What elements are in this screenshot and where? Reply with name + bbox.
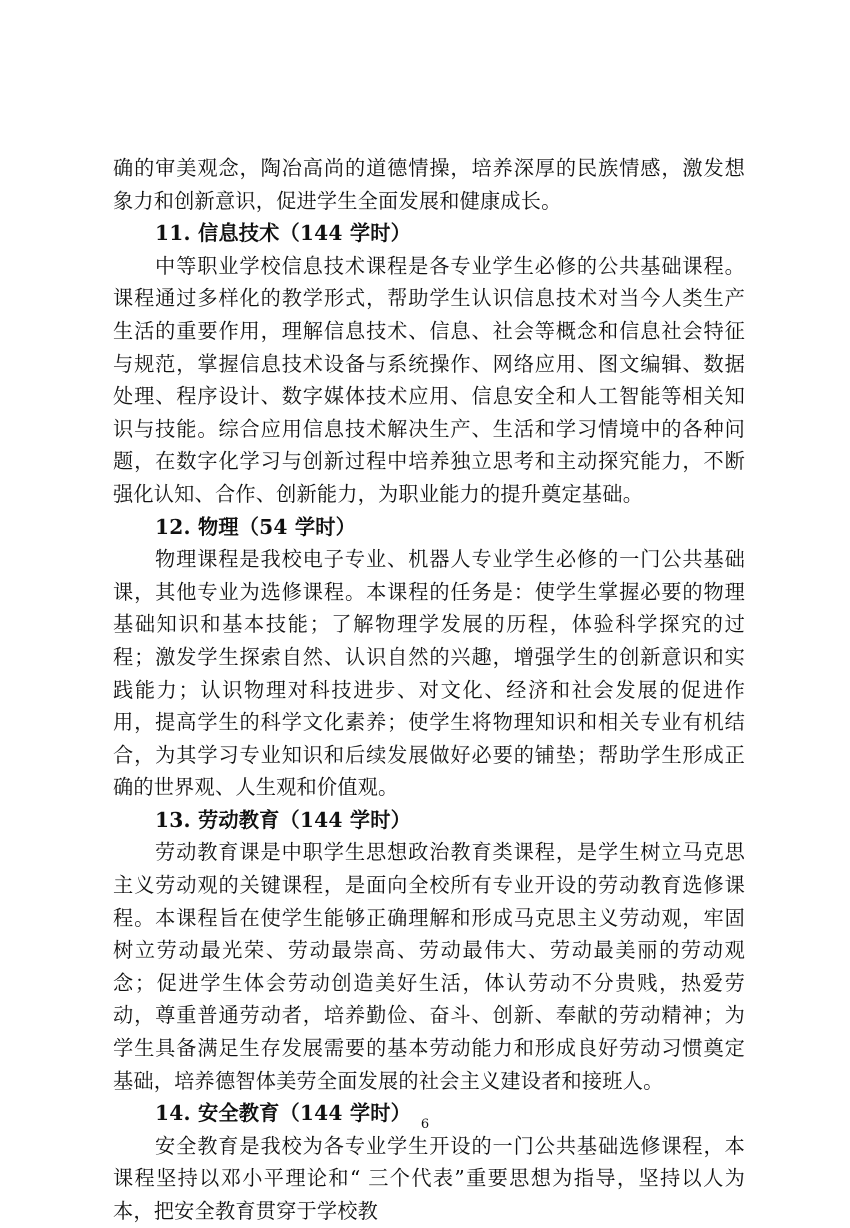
section-heading-labor-education: 13. 劳动教育（144 学时）	[155, 807, 412, 832]
section-heading-physics: 12. 物理（54 学时）	[155, 514, 356, 539]
paragraph-safety-education: 安全教育是我校为各专业学生开设的一门公共基础选修课程，本课程坚持以邓小平理论和“ 三个代表”重要思想为指导，坚持以人为本，把安全教育贯穿于学校教	[113, 1133, 745, 1223]
section-heading-information-technology: 11. 信息技术（144 学时）	[155, 221, 412, 246]
paragraph-physics: 物理课程是我校电子专业、机器人专业学生必修的一门公共基础课，其他专业为选修课程。本课程的任务是：使学生掌握必要的物理基础知识和基本技能；了解物理学发展的历程，体验科学探究的过程；激发学生探索自然、认识自然的兴趣，增强学生的创新意识和实践能力；认识物理对科技进步、对文化、经济和社会发展的促进作用，提高学生的科学文化素养；使学生将物理知识和相关专业有机结合，为其学习专业知识和后续发展做好必要的铺垫；帮助学生形成正确的世界观、人生观和价值观。	[113, 547, 745, 800]
section-heading-safety-education: 14. 安全教育（144 学时）	[155, 1101, 412, 1126]
paragraph-information-technology: 中等职业学校信息技术课程是各专业学生必修的公共基础课程。课程通过多样化的教学形式，帮助学生认识信息技术对当今人类生产生活的重要作用，理解信息技术、信息、社会等概念和信息社会特征与规范，掌握信息技术设备与系统操作、网络应用、图文编辑、数据处理、程序设计、数字媒体技术应用、信息安全和人工智能等相关知识与技能。综合应用信息技术解决生产、生活和学习情境中的各种问题，在数字化学习与创新过程中培养独立思考和主动探究能力，不断强化认知、合作、创新能力，为职业能力的提升奠定基础。	[113, 253, 745, 506]
page-number: 6	[420, 1117, 430, 1132]
paragraph-aesthetic-continuation: 确的审美观念，陶冶高尚的道德情操，培养深厚的民族情感，激发想象力和创新意识，促进学生全面发展和健康成长。	[113, 156, 745, 213]
paragraph-labor-education: 劳动教育课是中职学生思想政治教育类课程，是学生树立马克思主义劳动观的关键课程，是面向全校所有专业开设的劳动教育选修课程。本课程旨在使学生能够正确理解和形成马克思主义劳动观，牢固树立劳动最光荣、劳动最崇高、劳动最伟大、劳动最美丽的劳动观念；促进学生体会劳动创造美好生活，体认劳动不分贵贱，热爱劳动，尊重普通劳动者，培养勤俭、奋斗、创新、奉献的劳动精神；为学生具备满足生存发展需要的基本劳动能力和形成良好劳动习惯奠定基础，培养德智体美劳全面发展的社会主义建设者和接班人。	[113, 840, 745, 1093]
document-body	[113, 152, 745, 1228]
